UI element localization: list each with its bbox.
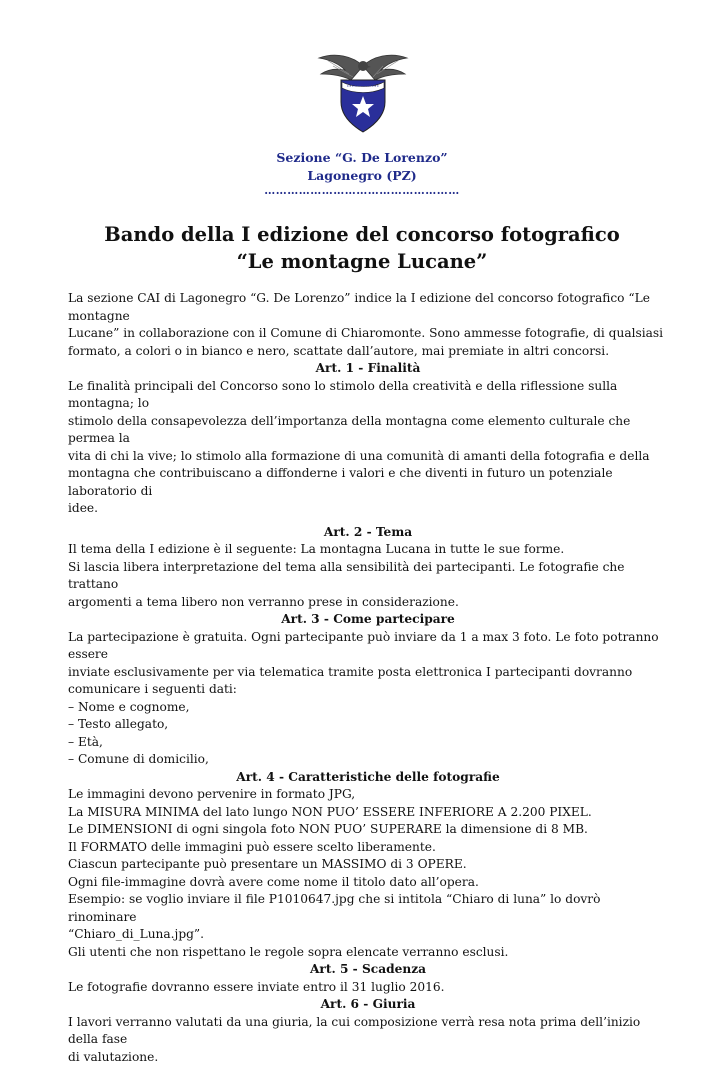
article-line: La partecipazione è gratuita. Ogni partecipante può inviare da 1 a max 3 foto. Le foto potranno essere [68, 629, 668, 664]
article-line: Il tema della I edizione è il seguente: La montagna Lucana in tutte le sue forme. [68, 541, 668, 559]
article-line: Le DIMENSIONI di ogni singola foto NON PUO’ SUPERARE la dimensione di 8 MB. [68, 821, 668, 839]
intro-line: Lucane” in collaborazione con il Comune di Chiaromonte. Sono ammesse fotografie, di qualsiasi [68, 325, 668, 343]
article-line: Le finalità principali del Concorso sono lo stimolo della creatività e della riflessione sulla montagna; lo [68, 378, 668, 413]
list-item: – Nome e cognome, [68, 699, 668, 717]
article-line: “Chiaro_di_Luna.jpg”. [68, 926, 668, 944]
list-item: – Età, [68, 734, 668, 752]
article-line: di valutazione. [68, 1049, 668, 1066]
article-line: montagna che contribuiscano a diffonderne i valori e che diventi in futuro un potenziale laboratorio di [68, 465, 668, 500]
section-name: Sezione “G. De Lorenzo” [0, 150, 724, 165]
article-line: idee. [68, 500, 668, 518]
article-line: argomenti a tema libero non verranno prese in considerazione. [68, 594, 668, 612]
article-heading: Art. 5 - Scadenza [68, 961, 668, 979]
article-heading: Art. 4 - Caratteristiche delle fotografie [68, 769, 668, 787]
list-item: – Testo allegato, [68, 716, 668, 734]
intro-line: La sezione CAI di Lagonegro “G. De Lorenzo” indice la I edizione del concorso fotografico “Le montagne [68, 290, 668, 325]
article-line: Le fotografie dovranno essere inviate entro il 31 luglio 2016. [68, 979, 668, 997]
document-title: Bando della I edizione del concorso fotografico [0, 223, 724, 246]
document-body [68, 290, 668, 1066]
article-line: inviate esclusivamente per via telematica tramite posta elettronica I partecipanti dovranno [68, 664, 668, 682]
article-heading: Art. 2 - Tema [68, 524, 668, 542]
article-line: stimolo della consapevolezza dell’importanza della montagna come elemento culturale che permea la [68, 413, 668, 448]
article-line: Ciascun partecipante può presentare un MASSIMO di 3 OPERE. [68, 856, 668, 874]
intro-line: formato, a colori o in bianco e nero, scattate dall’autore, mai premiate in altri concorsi. [68, 343, 668, 361]
article-line: Gli utenti che non rispettano le regole sopra elencate verranno esclusi. [68, 944, 668, 962]
article-line: comunicare i seguenti dati: [68, 681, 668, 699]
article-line: vita di chi la vive; lo stimolo alla formazione di una comunità di amanti della fotografia e della [68, 448, 668, 466]
article-line: La MISURA MINIMA del lato lungo NON PUO’ ESSERE INFERIORE A 2.200 PIXEL. [68, 804, 668, 822]
section-location: Lagonegro (PZ) [0, 168, 724, 183]
article-heading: Art. 1 - Finalità [68, 360, 668, 378]
header-separator: …………………………………………… [0, 184, 724, 197]
cai-eagle-logo-icon [313, 46, 413, 136]
article-line: Esempio: se voglio inviare il file P1010647.jpg che si intitola “Chiaro di luna” lo dovrò rinominare [68, 891, 668, 926]
document-subtitle: “Le montagne Lucane” [0, 250, 724, 273]
article-line: Le immagini devono pervenire in formato JPG, [68, 786, 668, 804]
article-heading: Art. 3 - Come partecipare [68, 611, 668, 629]
article-line: I lavori verranno valutati da una giuria, la cui composizione verrà resa nota prima dell’inizio della fase [68, 1014, 668, 1049]
article-heading: Art. 6 - Giuria [68, 996, 668, 1014]
article-line: Ogni file-immagine dovrà avere come nome il titolo dato all’opera. [68, 874, 668, 892]
article-line: Il FORMATO delle immagini può essere scelto liberamente. [68, 839, 668, 857]
list-item: – Comune di domicilio, [68, 751, 668, 769]
article-line: Si lascia libera interpretazione del tema alla sensibilità dei partecipanti. Le fotografie che trattano [68, 559, 668, 594]
